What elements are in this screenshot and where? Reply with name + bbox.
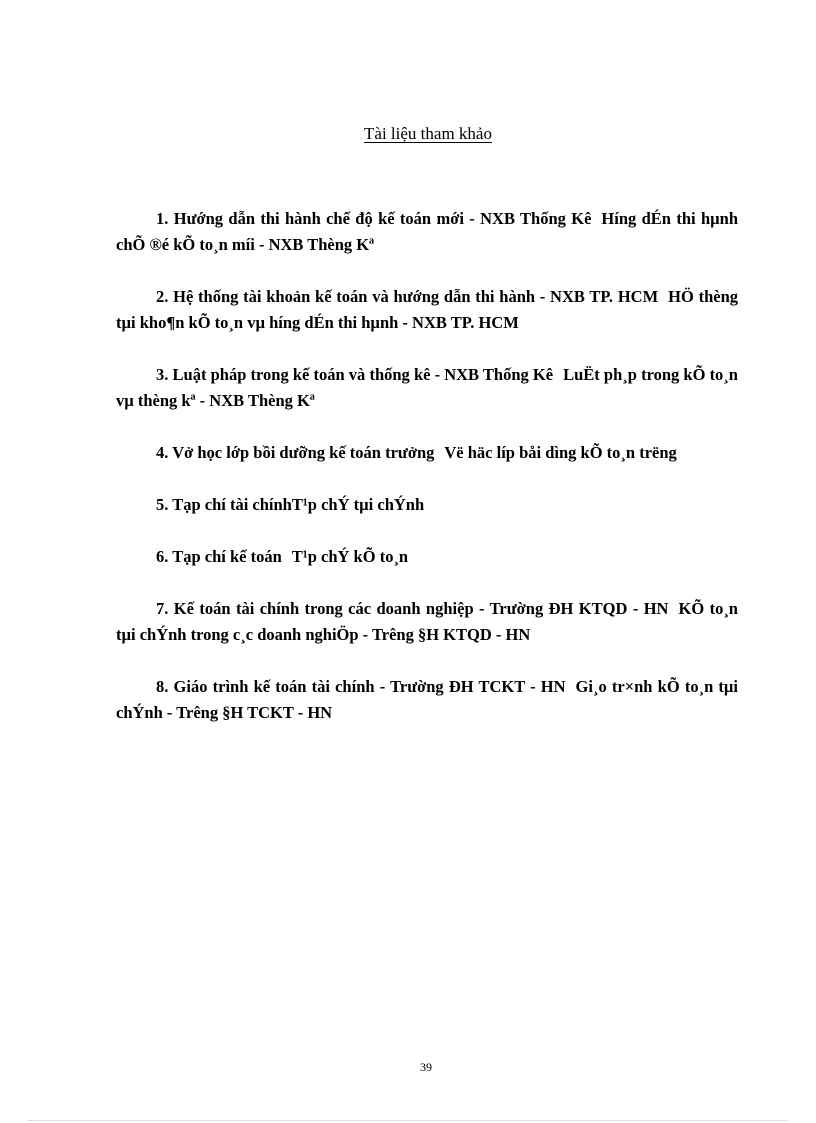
reference-text: 2. Hệ thống tài khoản kế toán và hướng dẫn thi hành - NXB TP. HCM bbox=[156, 287, 659, 306]
page-title: Tài liệu tham khảo bbox=[364, 124, 492, 143]
reference-garbled-text: T¹p chÝ tµi chÝnh bbox=[291, 495, 425, 514]
reference-text: 6. Tạp chí kế toán bbox=[156, 547, 282, 566]
reference-item bbox=[116, 492, 738, 518]
page-number: 39 bbox=[420, 1060, 432, 1074]
reference-garbled-text: Híng dÉn thi hµnh chÕ ®é kÕ to¸n míi - NXB Thèng Kª bbox=[116, 209, 738, 254]
reference-item bbox=[116, 440, 738, 466]
reference-garbled-text: LuËt ph¸p trong kÕ to¸n vµ thèng kª - NXB Thèng Kª bbox=[116, 365, 738, 410]
reference-garbled-text: Gi¸o tr×nh kÕ to¸n tµi chÝnh - Trêng §H TCKT - HN bbox=[116, 677, 739, 722]
reference-item bbox=[116, 206, 738, 258]
footer-divider bbox=[28, 1120, 788, 1121]
reference-item bbox=[116, 544, 738, 570]
reference-text: 4. Vở học lớp bồi dưỡng kế toán trưởng bbox=[156, 443, 435, 462]
reference-garbled-text: T¹p chÝ kÕ to¸n bbox=[291, 547, 409, 566]
reference-garbled-text: KÕ to¸n tµi chÝnh trong c¸c doanh nghiÖp - Trêng §H KTQD - HN bbox=[116, 599, 738, 644]
reference-text: 3. Luật pháp trong kế toán và thống kê - NXB Thống Kê bbox=[156, 365, 554, 384]
reference-garbled-text: HÖ thèng tµi kho¶n kÕ to¸n vµ híng dÉn thi hµnh - NXB TP. HCM bbox=[116, 287, 738, 332]
reference-item bbox=[116, 362, 738, 414]
reference-list bbox=[116, 206, 738, 752]
reference-text: 5. Tạp chí tài chính bbox=[156, 495, 292, 514]
reference-item bbox=[116, 674, 738, 726]
reference-item bbox=[116, 284, 738, 336]
reference-text: 7. Kế toán tài chính trong các doanh nghiệp - Trường ĐH KTQD - HN bbox=[156, 599, 669, 618]
reference-item bbox=[116, 596, 738, 648]
reference-text: 8. Giáo trình kế toán tài chính - Trường ĐH TCKT - HN bbox=[156, 677, 566, 696]
reference-garbled-text: Vë häc líp båi dìng kÕ to¸n trëng bbox=[444, 443, 677, 462]
reference-text: 1. Hướng dẫn thi hành chế độ kế toán mới - NXB Thống Kê bbox=[156, 209, 592, 228]
